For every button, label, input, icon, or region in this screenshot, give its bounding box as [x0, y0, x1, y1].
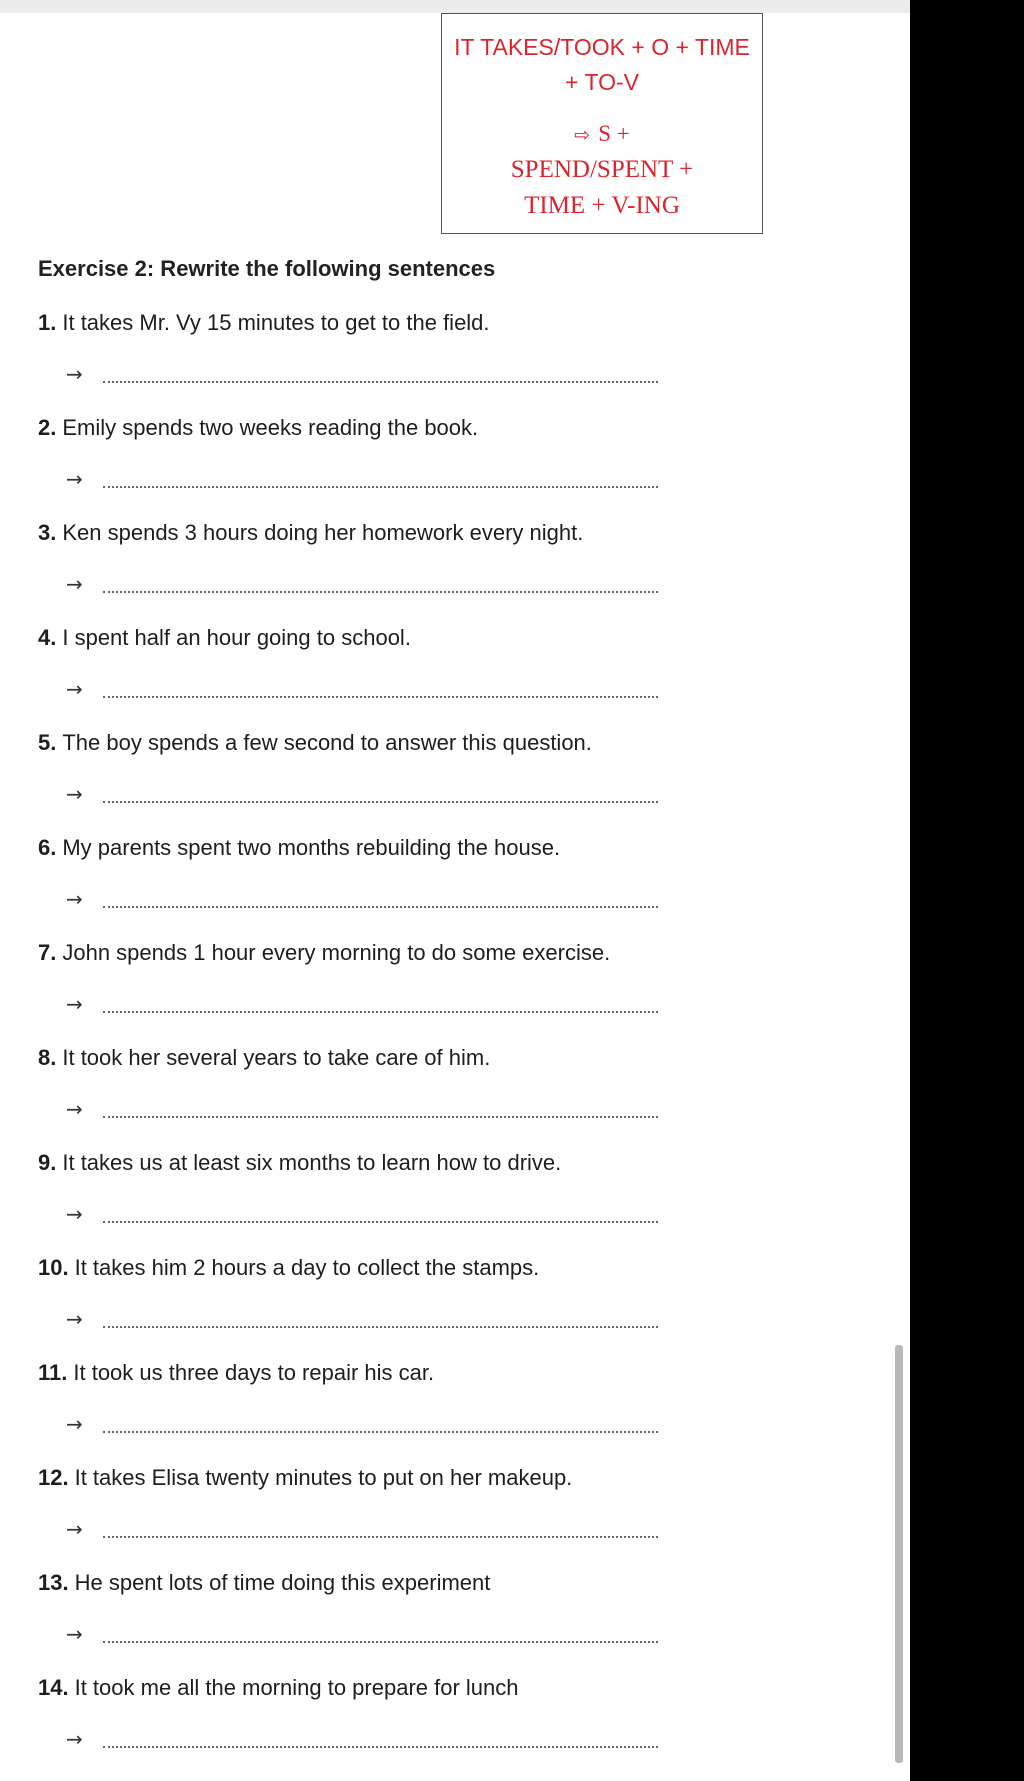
question-item	[38, 730, 592, 756]
rule-line-3-text: S +	[598, 121, 630, 146]
answer-line[interactable]	[103, 1641, 658, 1643]
question-number: 5.	[38, 730, 57, 755]
question-item	[38, 835, 560, 861]
question-number: 3.	[38, 520, 57, 545]
question-number: 9.	[38, 1150, 57, 1175]
question-number: 8.	[38, 1045, 57, 1070]
question-number: 4.	[38, 625, 57, 650]
question-number: 6.	[38, 835, 57, 860]
question-item	[38, 625, 411, 651]
question-text: I spent half an hour going to school.	[62, 625, 411, 650]
rule-line-1: IT TAKES/TOOK + O + TIME	[454, 34, 750, 60]
answer-line[interactable]	[103, 591, 658, 593]
grammar-rule-box	[441, 13, 763, 234]
question-number: 7.	[38, 940, 57, 965]
answer-line[interactable]	[103, 1011, 658, 1013]
rule-line-2: + TO-V	[565, 69, 639, 95]
answer-line[interactable]	[103, 696, 658, 698]
question-text: Ken spends 3 hours doing her homework every night.	[62, 520, 584, 545]
question-number: 1.	[38, 310, 57, 335]
answer-arrow-icon: →	[66, 1097, 83, 1121]
question-text: It takes him 2 hours a day to collect the stamps.	[74, 1255, 540, 1280]
answer-arrow-icon: →	[66, 1412, 83, 1436]
rule-line-4: SPEND/SPENT +	[510, 156, 694, 183]
question-text: It takes Elisa twenty minutes to put on her makeup.	[74, 1465, 573, 1490]
answer-arrow-icon: →	[66, 467, 83, 491]
answer-arrow-icon: →	[66, 887, 83, 911]
question-text: It takes Mr. Vy 15 minutes to get to the field.	[62, 310, 490, 335]
rule-line-5: TIME + V-ING	[524, 192, 680, 219]
answer-arrow-icon: →	[66, 1622, 83, 1646]
answer-line[interactable]	[103, 381, 658, 383]
question-text: It takes us at least six months to learn how to drive.	[62, 1150, 562, 1175]
answer-arrow-icon: →	[66, 782, 83, 806]
answer-line[interactable]	[103, 1116, 658, 1118]
question-item	[38, 1150, 561, 1176]
question-number: 11.	[38, 1360, 68, 1385]
rule-line-3	[442, 121, 762, 147]
question-text: Emily spends two weeks reading the book.	[62, 415, 479, 440]
answer-line[interactable]	[103, 801, 658, 803]
answer-arrow-icon: →	[66, 1727, 83, 1751]
question-item	[38, 940, 610, 966]
question-text: It took her several years to take care of him.	[62, 1045, 491, 1070]
question-number: 13.	[38, 1570, 69, 1595]
answer-arrow-icon: →	[66, 1517, 83, 1541]
question-text: It took us three days to repair his car.	[73, 1360, 435, 1385]
question-text: The boy spends a few second to answer this question.	[62, 730, 592, 755]
top-bar	[0, 0, 910, 13]
question-item	[38, 1675, 519, 1701]
question-number: 2.	[38, 415, 57, 440]
exercise-title: Exercise 2: Rewrite the following sentences	[38, 256, 496, 281]
answer-arrow-icon: →	[66, 1202, 83, 1226]
question-item	[38, 1465, 572, 1491]
question-text: John spends 1 hour every morning to do some exercise.	[62, 940, 611, 965]
answer-arrow-icon: →	[66, 572, 83, 596]
answer-line[interactable]	[103, 1746, 658, 1748]
question-item	[38, 1360, 434, 1386]
question-item	[38, 1570, 490, 1596]
question-number: 10.	[38, 1255, 69, 1280]
right-arrow-icon: ⇨	[574, 124, 591, 146]
answer-arrow-icon: →	[66, 677, 83, 701]
question-item	[38, 415, 478, 441]
question-number: 14.	[38, 1675, 69, 1700]
question-text: He spent lots of time doing this experiment	[74, 1570, 491, 1595]
answer-line[interactable]	[103, 486, 658, 488]
answer-line[interactable]	[103, 1326, 658, 1328]
answer-line[interactable]	[103, 1431, 658, 1433]
answer-line[interactable]	[103, 1536, 658, 1538]
question-text: It took me all the morning to prepare for lunch	[74, 1675, 519, 1700]
answer-arrow-icon: →	[66, 362, 83, 386]
answer-line[interactable]	[103, 906, 658, 908]
answer-arrow-icon: →	[66, 1307, 83, 1331]
answer-arrow-icon: →	[66, 992, 83, 1016]
question-item	[38, 310, 490, 336]
answer-line[interactable]	[103, 1221, 658, 1223]
question-item	[38, 520, 583, 546]
question-number: 12.	[38, 1465, 69, 1490]
question-item	[38, 1255, 539, 1281]
scrollbar[interactable]	[895, 1345, 903, 1763]
question-item	[38, 1045, 490, 1071]
question-text: My parents spent two months rebuilding the house.	[62, 835, 561, 860]
